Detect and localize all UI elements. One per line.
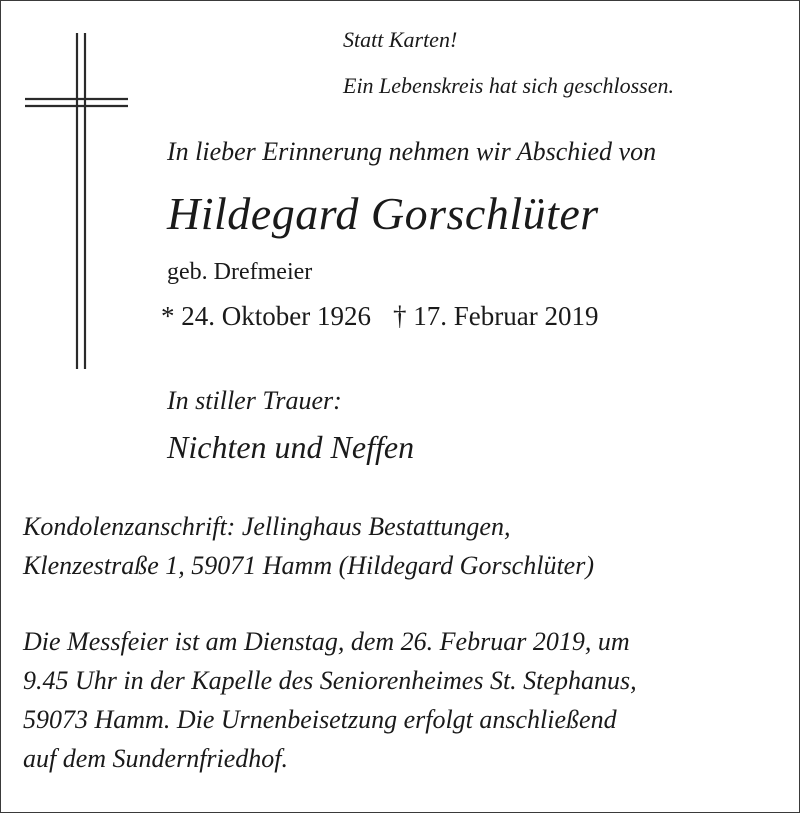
- latin-cross-icon: [1, 1, 131, 381]
- life-dates: [161, 301, 598, 332]
- statt-karten-text: Statt Karten!: [343, 27, 458, 52]
- service-details: [23, 622, 637, 778]
- intro-text: In lieber Erinnerung nehmen wir Abschied von: [167, 137, 657, 166]
- lebenskreis-text: Ein Lebenskreis hat sich geschlossen.: [343, 73, 674, 98]
- birth-name: geb. Drefmeier: [167, 259, 313, 285]
- service-line: Die Messfeier ist am Dienstag, dem 26. Februar 2019, um: [23, 627, 630, 656]
- condolence-address-line-1: Kondolenzanschrift: Jellinghaus Bestattungen,: [23, 512, 511, 541]
- service-line: 59073 Hamm. Die Urnenbeisetzung erfolgt anschließend: [23, 705, 617, 734]
- mourners-label: In stiller Trauer:: [167, 386, 342, 415]
- mourners-names: Nichten und Neffen: [167, 429, 415, 465]
- condolence-address-line-2: Klenzestraße 1, 59071 Hamm (Hildegard Gorschlüter): [23, 551, 594, 580]
- service-line: auf dem Sundernfriedhof.: [23, 744, 289, 773]
- birth-date: * 24. Oktober 1926: [161, 301, 371, 331]
- deceased-name: Hildegard Gorschlüter: [167, 188, 599, 239]
- service-line: 9.45 Uhr in der Kapelle des Seniorenheimes St. Stephanus,: [23, 666, 637, 695]
- death-date: † 17. Februar 2019: [392, 301, 599, 331]
